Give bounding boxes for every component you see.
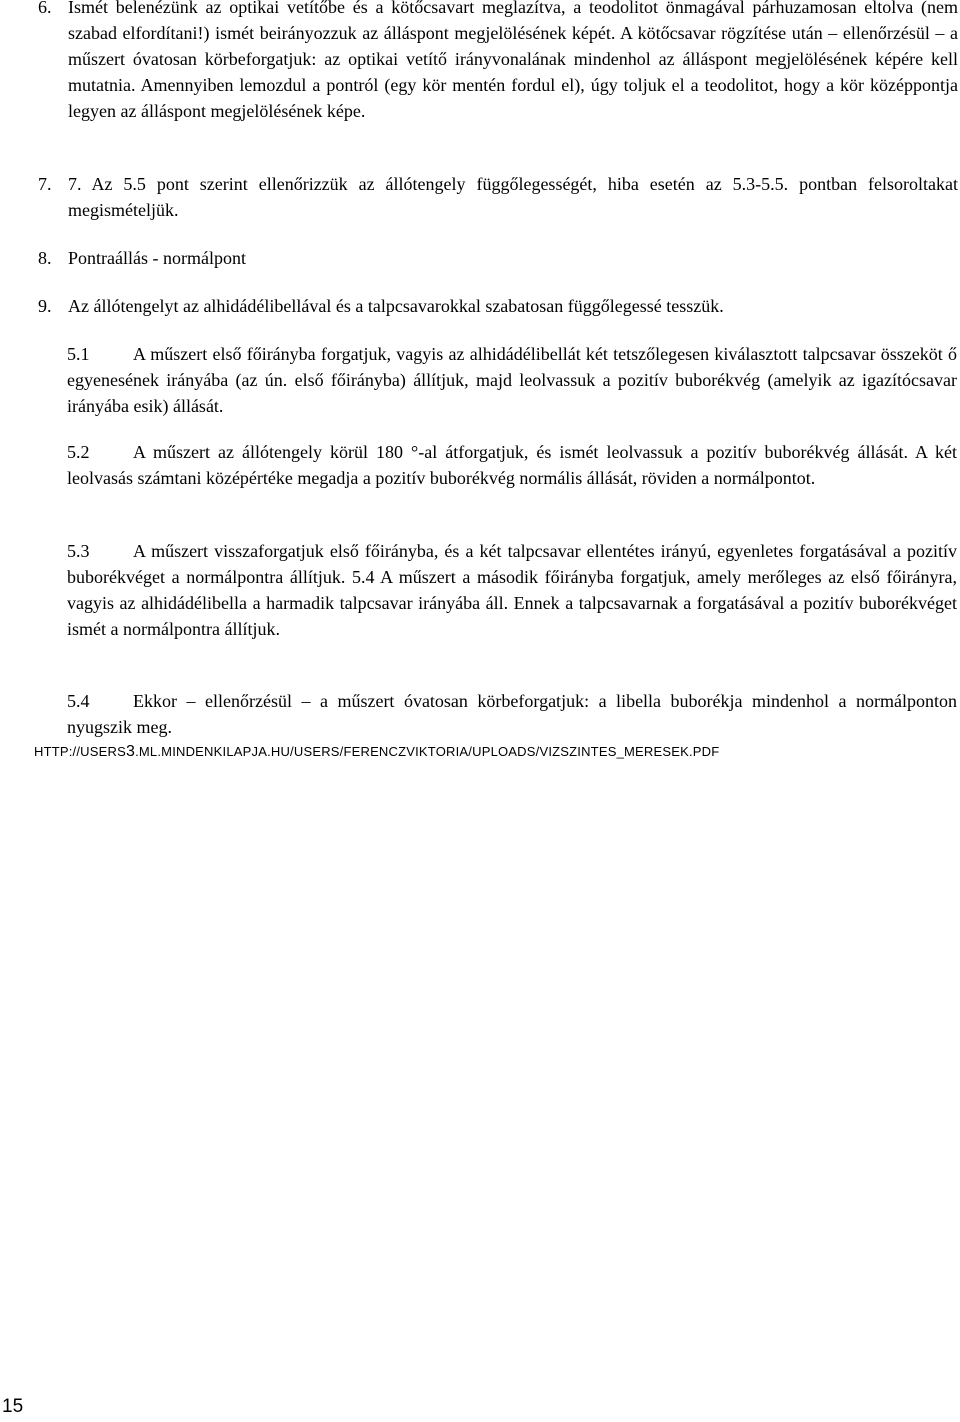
subsection-5-1 <box>67 341 957 419</box>
subsection-text: Ekkor – ellenőrzésül – a műszert óvatosan körbeforgatjuk: a libella buborékja mindenhol a normálponton nyugszik meg. <box>67 691 957 737</box>
list-item-number: 7. <box>38 174 52 194</box>
subsection-5-4 <box>67 688 957 740</box>
list-item-text: Pontraállás - normálpont <box>68 248 246 268</box>
subsection-5-2 <box>67 439 957 491</box>
list-item-number: 9. <box>38 296 52 316</box>
list-item-number: 8. <box>38 248 52 268</box>
list-item-7 <box>38 171 958 223</box>
list-item-8 <box>38 245 958 271</box>
source-url[interactable] <box>34 743 719 761</box>
source-url-part: 3 <box>125 743 136 760</box>
source-url-part: HTTP://USERS <box>34 744 126 759</box>
list-item-number: 6. <box>38 0 52 17</box>
subsection-5-3 <box>67 538 957 642</box>
subsection-number: 5.1 <box>67 344 90 364</box>
list-item-text: 7. Az 5.5 pont szerint ellenőrizzük az állótengely függőlegességét, hiba esetén az 5.3-5.5. pontban felsoroltakat megismételjük. <box>68 174 958 220</box>
subsection-number: 5.3 <box>67 541 90 561</box>
subsection-number: 5.2 <box>67 442 90 462</box>
list-item-text: Ismét belenézünk az optikai vetítőbe és a kötőcsavart meglazítva, a teodolitot önmagával párhuzamosan eltolva (nem szabad elfordítani!) ismét beirányozzuk az álláspont megjelölésének képét. A kötőcsavar rögzítése után – ellenőrzésül – a műszert óvatosan körbeforgatjuk: az optikai vetítő irányvonalának mindenhol az álláspont megjelölésének képére kell mutatnia. Amennyiben lemozdul a pontról (egy kör mentén fordul el), úgy toljuk el a teodolitot, hogy a kör középpontja legyen az álláspont megjelölésének képe. <box>68 0 958 121</box>
subsection-text: A műszert az állótengely körül 180 °-al átforgatjuk, és ismét leolvassuk a pozitív buborékvég állását. A két leolvasás számtani középértéke megadja a pozitív buborékvég normális állását, röviden a normálpontot. <box>67 442 957 488</box>
subsection-text: A műszert visszaforgatjuk első főirányba, és a két talpcsavar ellentétes irányú, egyenletes forgatásával a pozitív buborékvéget a normálpontra állítjuk. 5.4 A műszert a második főirányba forgatjuk, amely merőleges az első főirányra, vagyis az alhidádélibella a harmadik talpcsavar irányába áll. Ennek a talpcsavarnak a forgatásával a pozitív buborékvéget ismét a normálpontra állítjuk. <box>67 541 957 639</box>
subsection-text: A műszert első főirányba forgatjuk, vagyis az alhidádélibellát két tetszőlegesen kiválasztott talpcsavar összeköt ő egyenesének irányába (az ún. első főirányba) állítjuk, majd leolvassuk a pozitív buborékvég (amelyik az igazítócsavar irányába esik) állását. <box>67 344 957 416</box>
list-item-9 <box>38 293 958 319</box>
list-item-text: Az állótengelyt az alhidádélibellával és a talpcsavarokkal szabatosan függőlegessé tesszük. <box>68 296 724 316</box>
subsection-number: 5.4 <box>67 691 90 711</box>
list-item-6 <box>38 0 958 124</box>
page-number: 15 <box>2 1396 24 1417</box>
source-url-part: .ML.MINDENKILAPJA.HU/USERS/FERENCZVIKTORIA/UPLOADS/VIZSZINTES_MERESEK.PDF <box>135 744 720 759</box>
